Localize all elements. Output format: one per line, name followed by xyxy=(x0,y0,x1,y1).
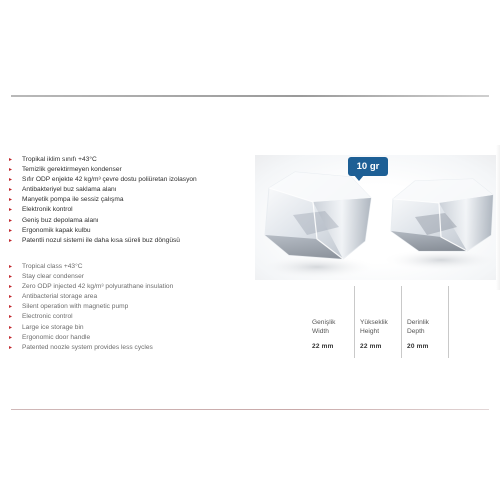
dimension-label-tr: Genişlik xyxy=(312,319,336,326)
list-item: ▸ Temizlik gerektirmeyen kondenser xyxy=(8,165,197,175)
bullet-icon: ▸ xyxy=(9,227,13,234)
bottom-divider xyxy=(11,409,489,410)
bullet-icon: ▸ xyxy=(9,217,13,224)
features-turkish xyxy=(8,155,197,246)
list-item: ▸ Electronic control xyxy=(8,312,173,322)
list-item: ▸ Stay clear condenser xyxy=(8,272,173,282)
bullet-icon: ▸ xyxy=(9,274,13,281)
dimension-value: 22 mm xyxy=(360,343,382,350)
features-english xyxy=(8,262,173,353)
list-item: ▸ Manyetik pompa ile sessiz çalışma xyxy=(8,195,197,205)
list-item: ▸ Patentli nozul sistemi ile daha kısa süreli buz döngüsü xyxy=(8,236,197,246)
bullet-icon: ▸ xyxy=(9,304,13,311)
dimension-depth xyxy=(407,318,457,350)
bullet-icon: ▸ xyxy=(9,167,13,174)
list-item: ▸ Ergonomik kapak kulbu xyxy=(8,226,197,236)
bullet-icon: ▸ xyxy=(9,314,13,321)
dimension-label-en: Height xyxy=(360,328,380,335)
bullet-icon: ▸ xyxy=(9,157,13,163)
bullet-icon: ▸ xyxy=(9,197,13,204)
list-item: ▸ Silent operation with magnetic pump xyxy=(8,302,173,312)
bullet-icon: ▸ xyxy=(9,187,13,194)
list-item: ▸ Antibakteriyel buz saklama alanı xyxy=(8,185,197,195)
dimension-label-en: Width xyxy=(312,328,329,335)
bullet-icon: ▸ xyxy=(9,207,13,214)
bullet-icon: ▸ xyxy=(9,264,13,270)
bullet-icon: ▸ xyxy=(9,177,13,184)
dimensions-table xyxy=(300,286,450,361)
list-item: ▸ Tropical class +43°C xyxy=(8,262,173,272)
list-item: ▸ Antibacterial storage area xyxy=(8,292,173,302)
list-item: ▸ Elektronik kontrol xyxy=(8,205,197,215)
bullet-icon: ▸ xyxy=(9,284,13,291)
bullet-icon: ▸ xyxy=(9,237,13,244)
list-item: ▸ Tropikal iklim sınıfı +43°C xyxy=(8,155,197,165)
list-item: ▸ Sıfır ODP enjekte 42 kg/m³ çevre dostu poliüretan izolasyon xyxy=(8,175,197,185)
list-item: ▸ Patented noozle system provides less cycles xyxy=(8,343,173,353)
page-edge-shadow xyxy=(496,145,500,290)
list-item: ▸ Ergonomic door handle xyxy=(8,333,173,343)
bullet-icon: ▸ xyxy=(9,334,13,341)
dimension-label-tr: Yükseklik xyxy=(360,319,388,326)
weight-badge: 10 gr xyxy=(348,157,388,176)
badge-pointer xyxy=(354,175,364,181)
bullet-icon: ▸ xyxy=(9,344,13,351)
ice-cube-left xyxy=(265,172,371,259)
list-item: ▸ Large ice storage bin xyxy=(8,323,173,333)
list-item: ▸ Zero ODP injected 42 kg/m³ polyurathane insulation xyxy=(8,282,173,292)
top-divider xyxy=(11,95,489,97)
dimension-value: 22 mm xyxy=(312,343,334,350)
dimension-label-en: Depth xyxy=(407,328,425,335)
dimension-height xyxy=(360,318,410,350)
bullet-icon: ▸ xyxy=(9,324,13,331)
ice-cube-right xyxy=(391,179,493,251)
bullet-icon: ▸ xyxy=(9,294,13,301)
dimension-width xyxy=(312,318,362,350)
list-item: ▸ Geniş buz depolama alanı xyxy=(8,216,197,226)
dimension-label-tr: Derinlik xyxy=(407,319,429,326)
dimension-value: 20 mm xyxy=(407,343,429,350)
